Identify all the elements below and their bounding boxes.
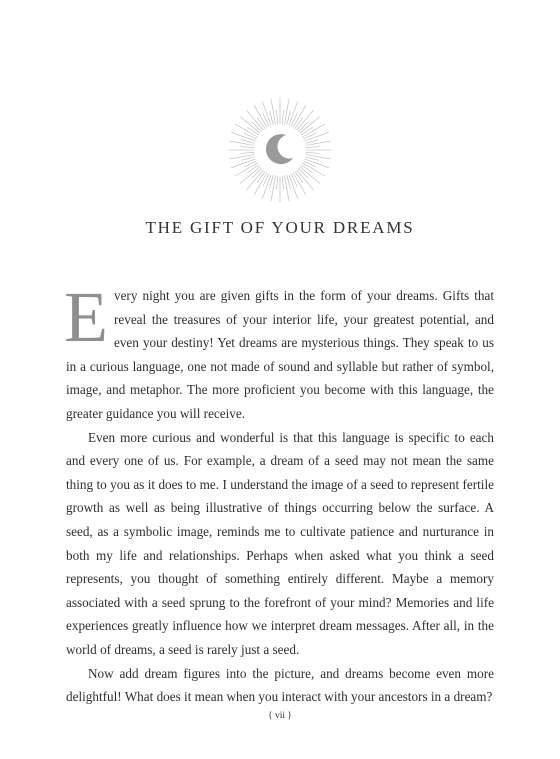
sunburst-ray bbox=[271, 176, 276, 202]
sunburst-ray bbox=[306, 155, 332, 160]
sunburst-ray bbox=[244, 161, 257, 167]
sunburst-ray bbox=[297, 170, 314, 190]
sunburst-ray bbox=[263, 174, 269, 187]
sunburst-ray bbox=[277, 176, 278, 190]
sunburst-ray bbox=[247, 110, 264, 130]
sunburst-ray bbox=[240, 167, 260, 184]
sunburst-ray bbox=[244, 133, 257, 139]
sunburst-ray bbox=[240, 147, 254, 148]
sunburst-ray bbox=[285, 99, 290, 125]
sunburst-ray bbox=[304, 133, 317, 139]
paragraph-1-text: very night you are given gifts in the form of your dreams. Gifts that reveal the treasures of your interior life, your greatest potential, and even your destiny! Yet dreams are mysterious things. They speak to us in a curious language, one not made of sound and syllable but rather of symbol, image, and metaphor. The more proficient you become with this language, the greater guidance you will receive. bbox=[66, 288, 494, 421]
page-number: { vii } bbox=[268, 711, 292, 721]
sunburst-ray bbox=[240, 152, 254, 153]
sunburst-ray bbox=[263, 114, 269, 127]
sunburst-ray bbox=[240, 117, 260, 134]
sunburst-ray bbox=[285, 176, 290, 202]
sunburst-ray bbox=[282, 176, 283, 190]
sunburst-ray bbox=[229, 155, 255, 160]
paragraph-2: Even more curious and wonderful is that this language is specific to each and every one of us. For example, a dream of a seed may not mean the same thing to you as it does to me. I understand the image of a seed to represent fertile growth as well as being illustrative of things occurring below the surface. A seed, as a symbolic image, reminds me to cultivate patience and nurturance in both my life and relationships. Perhaps when asked what you think a seed represents, you thought of something entirely different. Maybe a memory associated with a seed sprung to the forefront of your mind? Memories and life experiences greatly influence how we interpret dream messages. After all, in the world of dreams, a seed is rarely just a seed. bbox=[66, 429, 494, 657]
sunburst-ray bbox=[277, 110, 278, 124]
sunburst-ray bbox=[291, 174, 297, 187]
paragraph-3: Now add dream figures into the picture, and dreams become even more delightful! What does it mean when you interact with your ancestors in a dream? bbox=[66, 665, 494, 705]
dropcap-letter: E bbox=[64, 277, 108, 357]
sunburst-ray bbox=[306, 141, 332, 146]
sunburst-ray bbox=[247, 170, 264, 190]
crescent-moon-icon bbox=[220, 95, 340, 205]
sunburst-ray bbox=[297, 110, 314, 130]
sunburst-ray bbox=[271, 99, 276, 125]
sunburst-ray bbox=[306, 152, 320, 153]
paragraph-1 bbox=[64, 277, 494, 426]
body-text bbox=[64, 277, 494, 709]
sunburst-ray bbox=[300, 117, 320, 134]
sunburst-ray bbox=[282, 110, 283, 124]
sunburst-ray bbox=[229, 141, 255, 146]
sunburst-ray bbox=[304, 161, 317, 167]
sunburst-ray bbox=[291, 114, 297, 127]
sunburst-ray bbox=[300, 167, 320, 184]
chapter-title: THE GIFT OF YOUR DREAMS bbox=[145, 218, 415, 237]
sunburst-ray bbox=[306, 147, 320, 148]
